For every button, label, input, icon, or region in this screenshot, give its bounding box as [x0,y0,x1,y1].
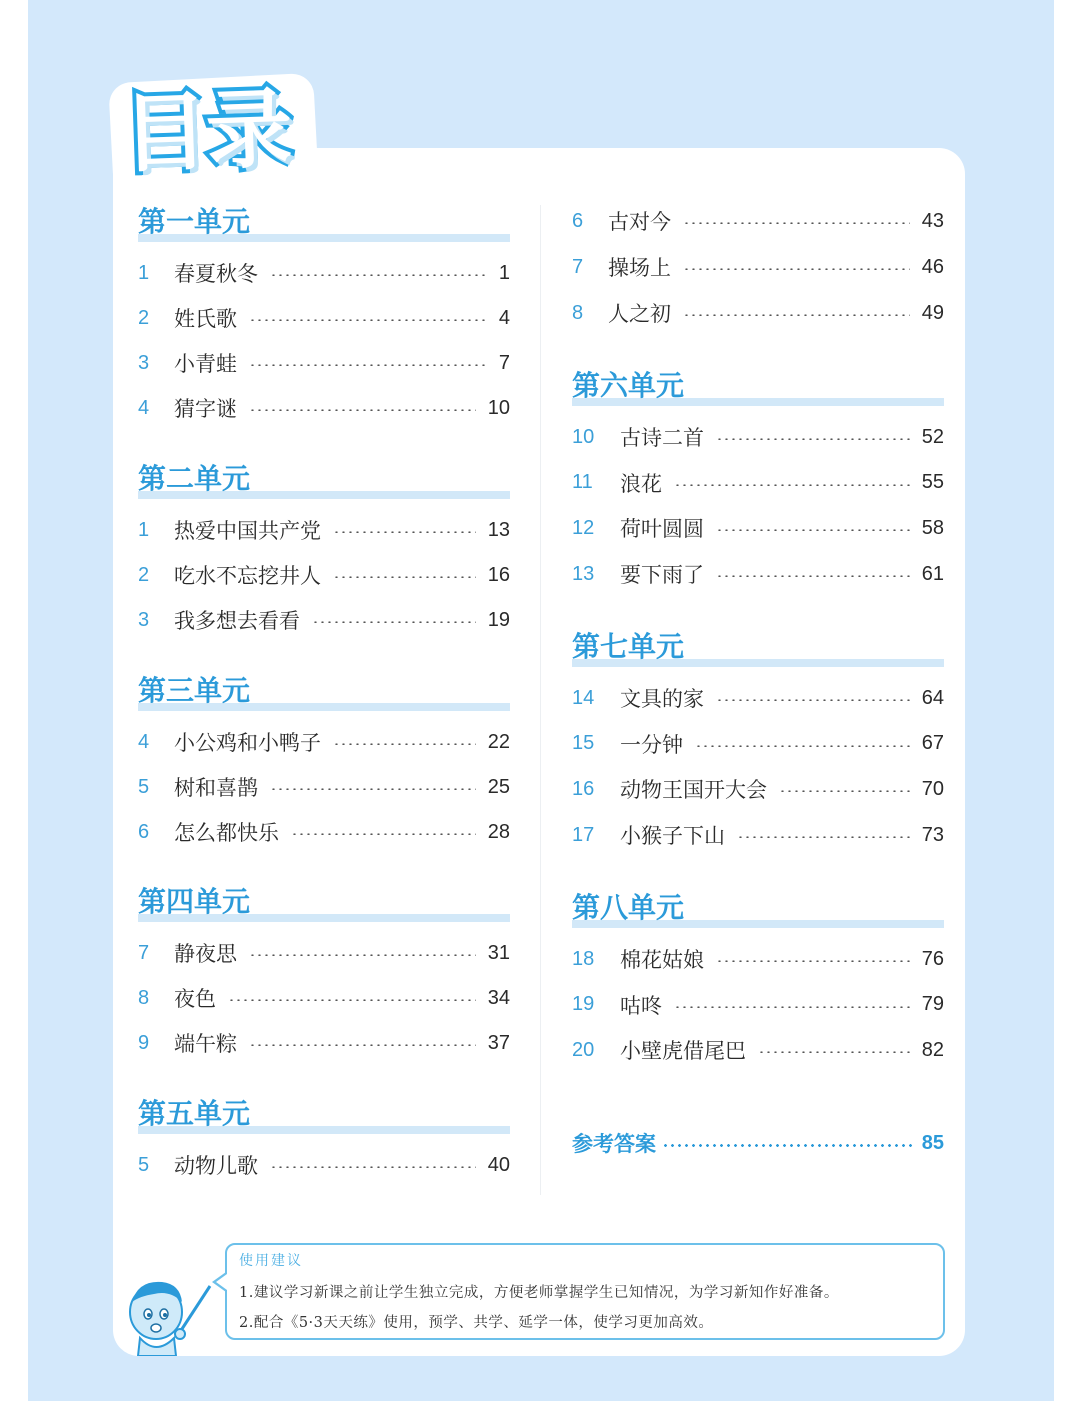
lesson-title: 要下雨了 [620,563,704,588]
speech-tail-inner [216,1274,227,1290]
lesson-number: 2 [138,563,150,586]
toc-entry[interactable] [138,983,510,1013]
lesson-page-number: 1 [498,261,510,284]
unit-title: 第五单元 [138,1097,251,1130]
toc-entry[interactable] [572,468,944,498]
lesson-page-number: 31 [487,941,510,964]
lesson-number: 3 [138,351,150,374]
lesson-title: 动物儿歌 [174,1154,258,1178]
unit-heading [138,1096,510,1136]
dot-leader [716,575,910,577]
dot-leader [674,484,910,486]
lesson-title: 姓氏歌 [174,307,237,331]
lesson-number: 8 [572,301,584,324]
lesson-number: 8 [138,986,150,1009]
lesson-page-number: 76 [921,947,944,970]
lesson-number: 17 [572,823,595,846]
lesson-title: 小公鸡和小鸭子 [174,731,321,755]
dot-leader [716,529,910,531]
lesson-number: 16 [572,777,595,800]
lesson-page-number: 25 [487,775,510,798]
toc-entry[interactable] [572,820,944,850]
unit-heading [138,673,510,713]
lesson-number: 4 [138,396,150,419]
dot-leader [333,531,476,533]
lesson-number: 5 [138,775,150,798]
toc-entry[interactable] [572,559,944,589]
lesson-title: 咕咚 [620,993,662,1018]
answer-key-label: 参考答案 [572,1131,656,1156]
lesson-number: 7 [138,941,150,964]
usage-tips-title: 使用建议 [239,1253,303,1269]
lesson-number: 4 [138,730,150,753]
lesson-title: 小猴子下山 [620,824,725,849]
toc-entry[interactable] [138,817,510,847]
lesson-page-number: 55 [921,471,944,494]
toc-entry[interactable] [572,1035,944,1065]
toc-entry[interactable] [138,348,510,378]
unit-title: 第一单元 [138,205,251,238]
dot-leader [737,836,910,838]
unit-heading [572,890,944,930]
unit-heading [138,204,510,244]
lesson-page-number: 37 [487,1031,510,1054]
dot-leader [333,743,476,745]
lesson-page-number: 19 [487,608,510,631]
lesson-number: 2 [138,306,150,329]
dot-leader [716,960,910,962]
unit-title: 第三单元 [138,674,251,707]
dot-leader [716,699,910,701]
dot-leader [270,788,476,790]
toc-entry[interactable] [138,772,510,802]
toc-entry[interactable] [138,303,510,333]
lesson-number: 19 [572,993,595,1016]
lesson-page-number: 22 [487,730,510,753]
lesson-number: 18 [572,947,595,970]
dot-leader [228,999,476,1001]
lesson-title: 静夜思 [174,942,237,966]
lesson-title: 荷叶圆圆 [620,517,704,542]
lesson-number: 9 [138,1031,150,1054]
lesson-number: 6 [138,820,150,843]
toc-entry[interactable] [572,513,944,543]
lesson-number: 12 [572,516,595,539]
lesson-number: 15 [572,732,595,755]
toc-entry[interactable] [138,258,510,288]
lesson-number: 10 [572,425,595,448]
toc-entry[interactable] [138,1150,510,1180]
dot-leader [333,576,476,578]
teacher-mascot-icon [118,1272,218,1356]
lesson-page-number: 79 [921,993,944,1016]
answer-key-entry[interactable] [572,1127,944,1159]
lesson-page-number: 4 [498,306,510,329]
toc-entry[interactable] [572,729,944,759]
lesson-page-number: 46 [921,255,944,278]
lesson-title: 小青蛙 [174,352,237,376]
toc-entry[interactable] [572,206,944,236]
lesson-title: 棉花姑娘 [620,948,704,972]
lesson-title: 动物王国开大会 [620,778,767,803]
toc-entry[interactable] [572,944,944,974]
toc-entry[interactable] [138,727,510,757]
lesson-number: 1 [138,261,150,284]
lesson-title: 猜字谜 [174,397,237,421]
lesson-title: 树和喜鹊 [174,776,258,800]
lesson-title: 浪花 [620,471,662,496]
lesson-title: 古诗二首 [620,426,704,450]
lesson-number: 1 [138,518,150,541]
toc-entry[interactable] [138,605,510,635]
dot-leader [695,745,910,747]
lesson-page-number: 13 [487,518,510,541]
lesson-title: 热爱中国共产党 [174,519,321,543]
lesson-number: 14 [572,686,595,709]
lesson-page-number: 67 [921,732,944,755]
dot-leader [683,222,910,224]
dot-leader [249,954,476,956]
toc-entry[interactable] [572,422,944,452]
toc-entry[interactable] [572,683,944,713]
lesson-page-number: 43 [921,209,944,232]
lesson-number: 3 [138,608,150,631]
lesson-page-number: 52 [921,425,944,448]
usage-tips-box [225,1243,945,1340]
lesson-page-number: 64 [921,686,944,709]
lesson-title: 人之初 [608,302,671,326]
column-divider [540,205,541,1195]
unit-title: 第四单元 [138,885,251,918]
dot-leader [249,1044,476,1046]
lesson-page-number: 82 [921,1038,944,1061]
toc-entry[interactable] [138,560,510,590]
unit-heading [572,368,944,408]
toc-entry[interactable] [138,393,510,423]
dot-leader [779,790,910,792]
lesson-title: 春夏秋冬 [174,262,258,286]
toc-entry[interactable] [572,774,944,804]
dot-leader [662,1144,916,1147]
lesson-page-number: 73 [921,823,944,846]
lesson-number: 13 [572,562,595,585]
lesson-page-number: 7 [498,351,510,374]
lesson-title: 操场上 [608,256,671,280]
lesson-page-number: 28 [487,820,510,843]
toc-entry[interactable] [138,938,510,968]
unit-title: 第八单元 [572,891,685,924]
lesson-title: 古对今 [608,210,671,234]
lesson-title: 小壁虎借尾巴 [620,1039,746,1064]
dot-leader [758,1051,910,1053]
lesson-title: 夜色 [174,987,216,1011]
dot-leader [674,1006,910,1008]
lesson-page-number: 49 [921,301,944,324]
lesson-title: 吃水不忘挖井人 [174,564,321,588]
toc-entry[interactable] [138,515,510,545]
lesson-number: 20 [572,1038,595,1061]
lesson-number: 6 [572,209,584,232]
dot-leader [683,268,910,270]
unit-title: 第六单元 [572,369,685,402]
lesson-page-number: 58 [921,516,944,539]
lesson-page-number: 61 [921,562,944,585]
lesson-title: 端午粽 [174,1032,237,1056]
toc-entry[interactable] [572,298,944,328]
usage-tip-2: 2.配合《5·3天天练》使用，预学、共学、延学一体，使学习更加高效。 [239,1315,714,1331]
dot-leader [312,621,476,623]
dot-leader [716,438,910,440]
unit-title: 第二单元 [138,462,251,495]
lesson-title: 文具的家 [620,687,704,711]
dot-leader [249,364,487,366]
unit-title: 第七单元 [572,630,685,663]
lesson-page-number: 34 [487,986,510,1009]
dot-leader [249,319,487,321]
lesson-number: 7 [572,255,584,278]
dot-leader [291,833,476,835]
lesson-page-number: 10 [487,396,510,419]
unit-heading [138,884,510,924]
dot-leader [270,1166,476,1168]
toc-entry[interactable] [138,1028,510,1058]
unit-heading [572,629,944,669]
dot-leader [270,274,487,276]
lesson-number: 5 [138,1153,150,1176]
lesson-page-number: 70 [921,777,944,800]
lesson-page-number: 40 [487,1153,510,1176]
lesson-title: 一分钟 [620,732,683,757]
page-title: 目录 [120,79,292,185]
unit-heading [138,461,510,501]
lesson-title: 怎么都快乐 [174,821,279,845]
lesson-page-number: 16 [487,563,510,586]
toc-entry[interactable] [572,990,944,1020]
dot-leader [683,314,910,316]
usage-tip-1: 1.建议学习新课之前让学生独立完成，方便老师掌握学生已知情况，为学习新知作好准备。 [239,1285,839,1301]
lesson-number: 11 [572,471,593,494]
answer-key-page: 85 [921,1131,944,1154]
dot-leader [249,409,476,411]
toc-entry[interactable] [572,252,944,282]
lesson-title: 我多想去看看 [174,609,300,633]
